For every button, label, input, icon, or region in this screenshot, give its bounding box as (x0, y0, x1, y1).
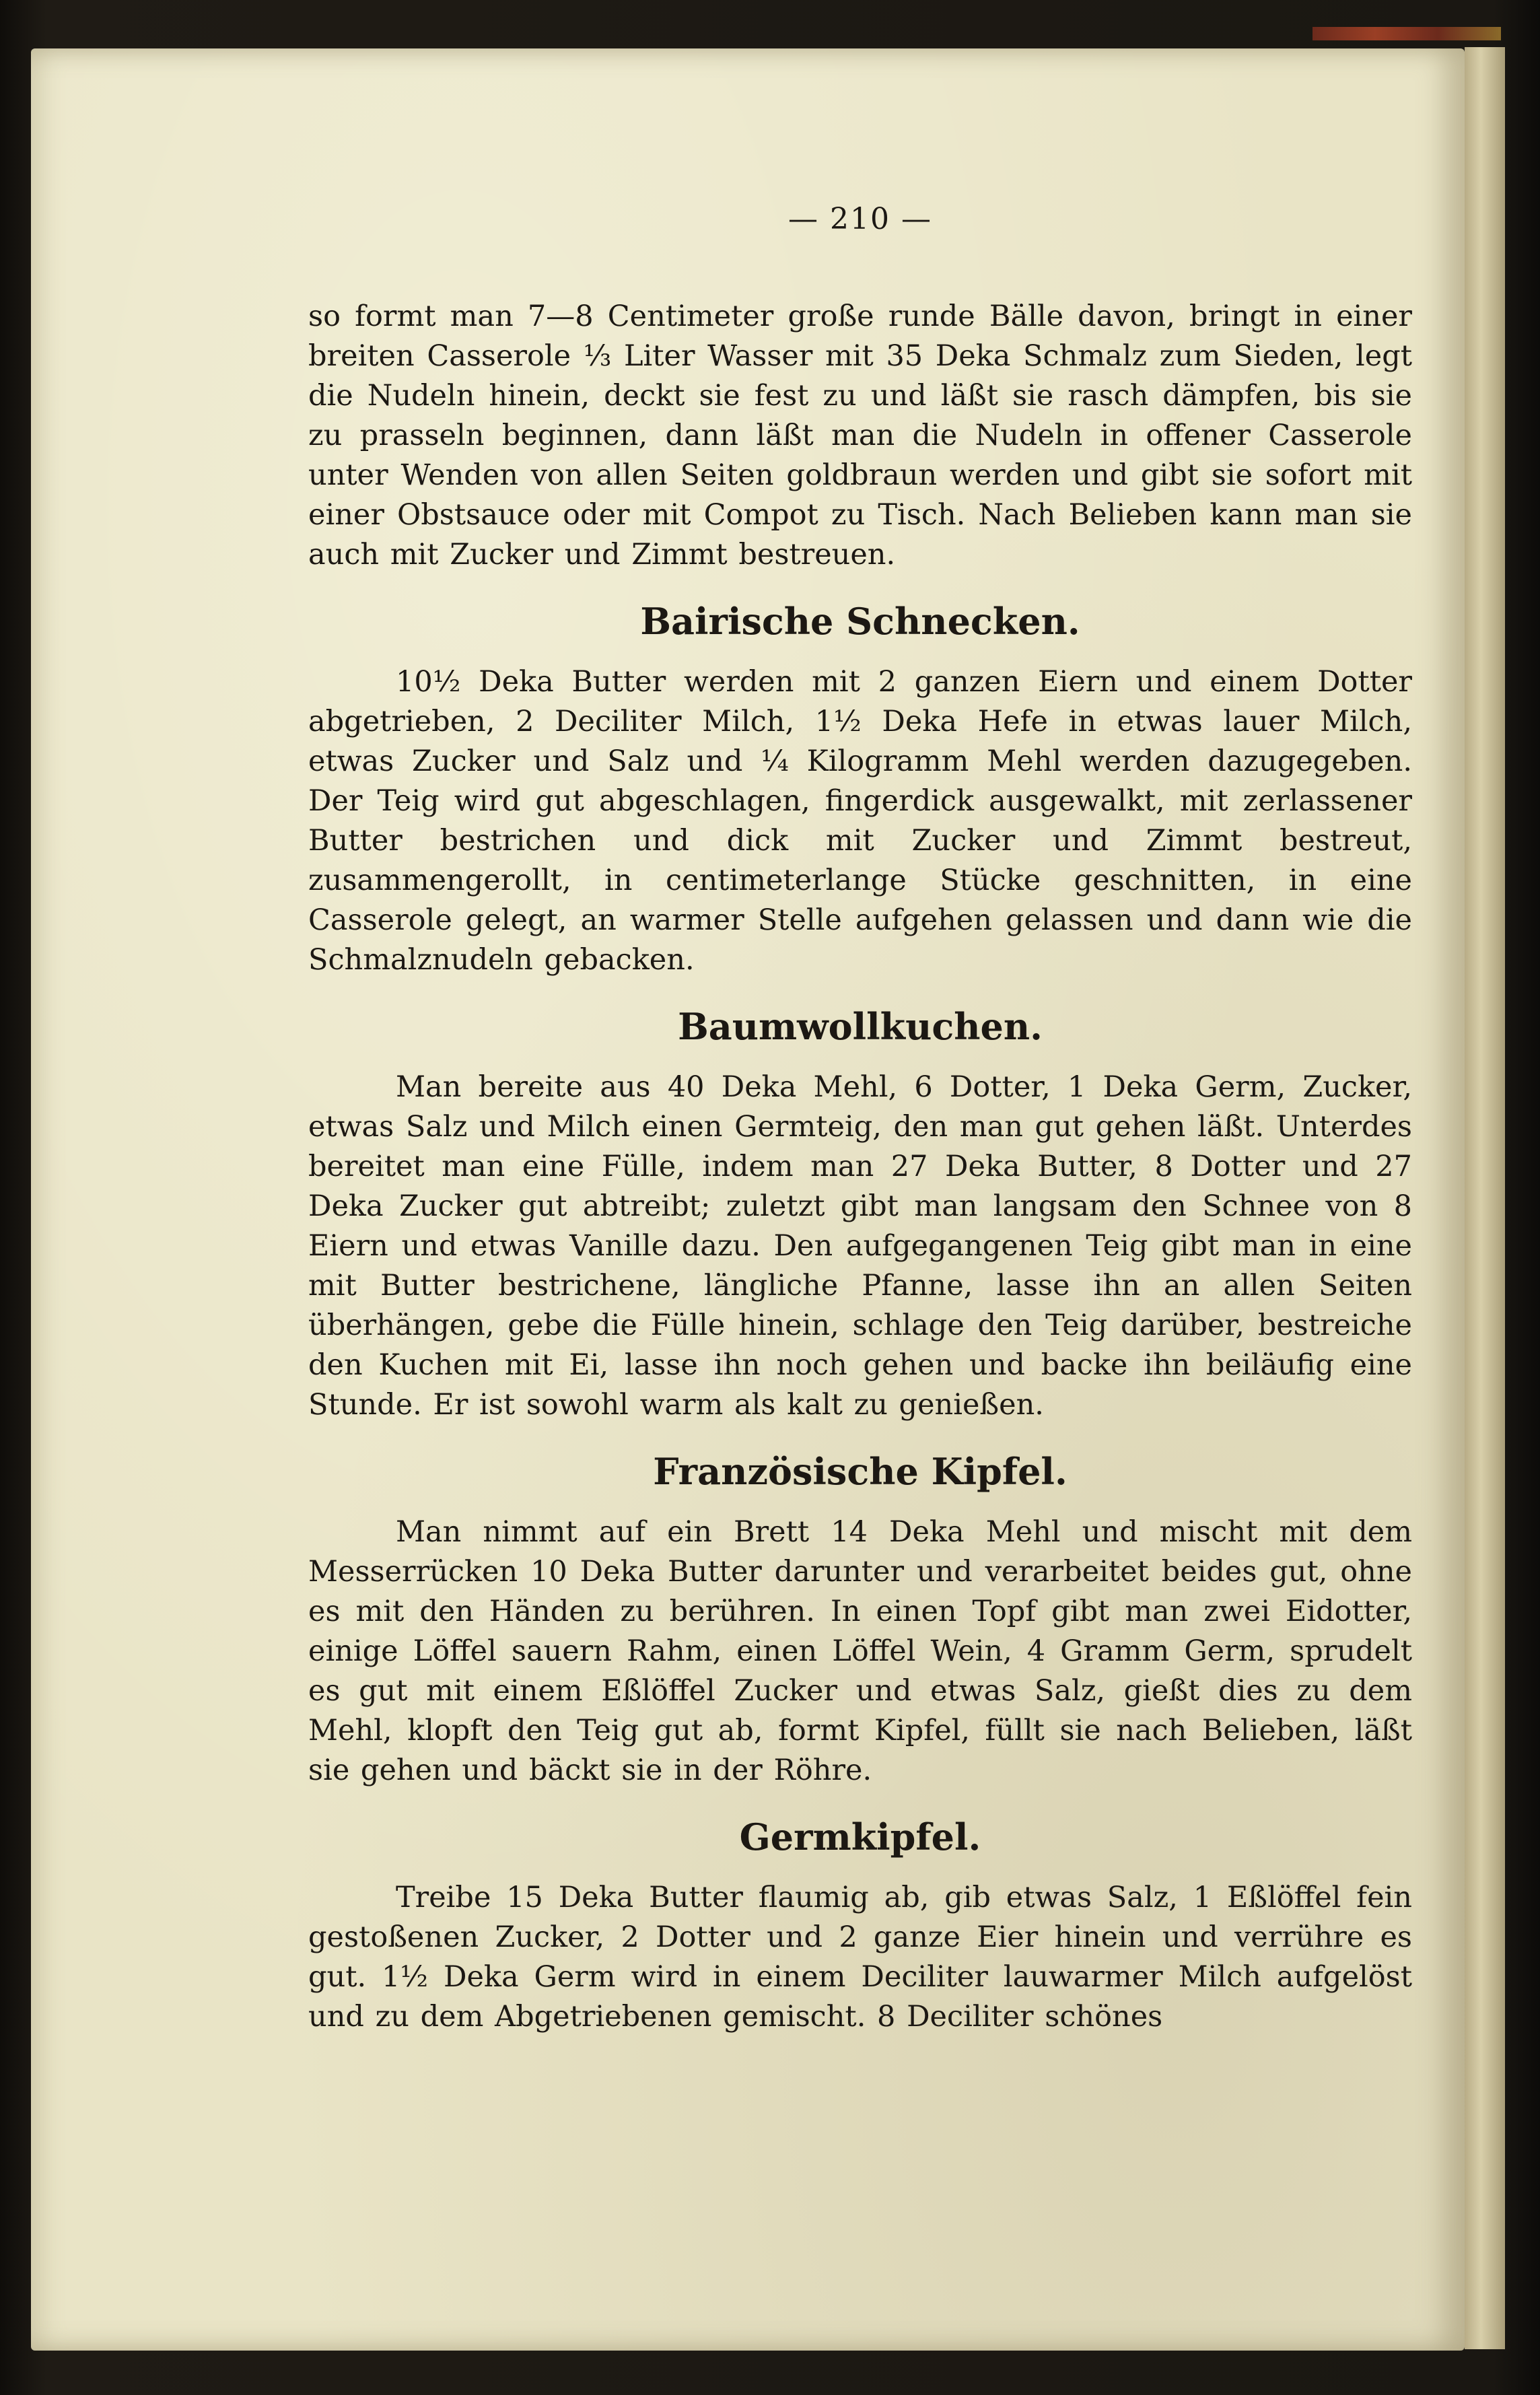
recipe-title: Französische Kipfel. (653, 1450, 1068, 1493)
recipe-title: Germkipfel. (739, 1815, 981, 1859)
recipe-section (308, 598, 1412, 980)
recipe-title: Baumwollkuchen. (678, 1005, 1043, 1048)
recipe-section (308, 1448, 1412, 1791)
page-stack-edge (1465, 47, 1505, 2349)
recipe-title: Bairische Schnecken. (640, 600, 1080, 643)
page-number: — 210 — (788, 202, 932, 236)
recipe-section (308, 1003, 1412, 1425)
opening-paragraph: so formt man 7—8 Centimeter große runde Bälle davon, bringt in einer breiten Casserole ⅓ Liter Wasser mit 35 Deka Schmalz zum Sieden, legt die Nudeln hinein, deckt sie fest zu und läßt sie rasch dämpfen, bis sie zu prasseln beginnen, dann läßt man die Nudeln in offener Casserole unter Wenden von allen Seiten goldbraun werden und gibt sie sofort mit einer Obstsauce oder mit Compot zu Tisch. Nach Belieben kann man sie auch mit Zucker und Zimmt bestreuen. (308, 300, 1412, 571)
recipe-text: Man bereite aus 40 Deka Mehl, 6 Dotter, 1 Deka Germ, Zucker, etwas Salz und Milch einen Germteig, den man gut gehen läßt. Unterdes bereitet man eine Fülle, indem man 27 Deka Butter, 8 Dotter und 27 Deka Zucker gut abtreibt; zuletzt gibt man langsam den Schnee von 8 Eiern und etwas Vanille dazu. Den aufgegangenen Teig gibt man in eine mit Butter bestrichene, längliche Pfanne, lasse ihn an allen Seiten überhängen, gebe die Fülle hinein, schlage den Teig darüber, bestreiche den Kuchen mit Ei, lasse ihn noch gehen und backe ihn beiläufig eine Stunde. Er ist sowohl warm als kalt zu genießen. (308, 1070, 1412, 1422)
recipe-text: Man nimmt auf ein Brett 14 Deka Mehl und mischt mit dem Messerrücken 10 Deka Butter darunter und verarbeitet beides gut, ohne es mit den Händen zu berühren. In einen Topf gibt man zwei Eidotter, einige Löffel sauern Rahm, einen Löffel Wein, 4 Gramm Germ, sprudelt es gut mit einem Eßlöffel Zucker und etwas Salz, gießt dies zu dem Mehl, klopft den Teig gut ab, formt Kipfel, füllt sie nach Belieben, läßt sie gehen und bäckt sie in der Röhre. (308, 1515, 1412, 1787)
recipe-text: 10½ Deka Butter werden mit 2 ganzen Eiern und einem Dotter abgetrieben, 2 Deciliter Milch, 1½ Deka Hefe in etwas lauer Milch, etwas Zucker und Salz und ¼ Kilogramm Mehl werden dazugegeben. Der Teig wird gut abgeschlagen, fingerdick ausgewalkt, mit zerlassener Butter bestrichen und dick mit Zucker und Zimmt bestreut, zusammengerollt, in centimeterlange Stücke geschnitten, in eine Casserole gelegt, an warmer Stelle aufgehen gelassen und dann wie die Schmalznudeln gebacken. (308, 665, 1412, 977)
recipe-text: Treibe 15 Deka Butter flaumig ab, gib etwas Salz, 1 Eßlöffel fein gestoßenen Zucker, 2 Dotter und 2 ganze Eier hinein und verrühre es gut. 1½ Deka Germ wird in einem Deciliter lauwarmer Milch aufgelöst und zu dem Abgetriebenen gemischt. 8 Deciliter schönes (308, 1881, 1412, 2034)
recipe-section (308, 1813, 1412, 2037)
book-cover-edge (1312, 27, 1501, 40)
page-content (308, 202, 1412, 2060)
